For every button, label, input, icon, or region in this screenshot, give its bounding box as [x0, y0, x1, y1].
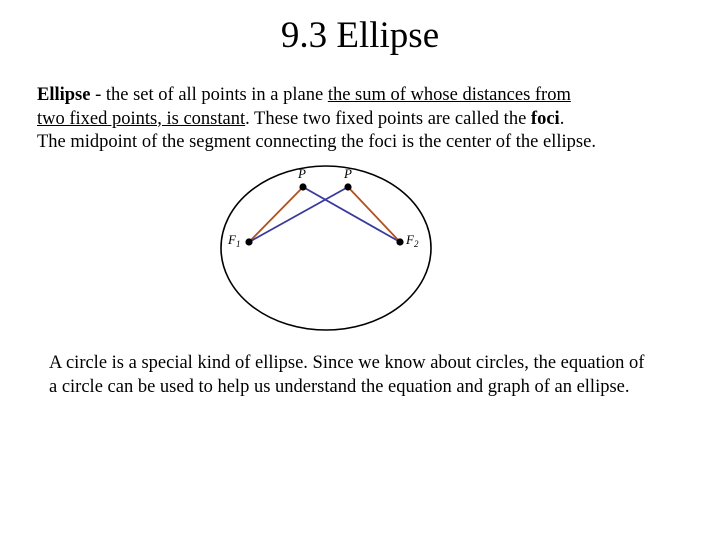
definition-line-1 — [37, 84, 707, 108]
focus-f2-label — [405, 232, 419, 249]
term-foci: foci — [530, 108, 560, 129]
focus-f1-letter: F — [228, 232, 236, 247]
point-p1-marker — [299, 183, 306, 190]
point-p1-label: P — [298, 166, 306, 181]
focus-f2-marker — [396, 238, 403, 245]
definition-line-2 — [37, 108, 707, 132]
focus-f2-subscript: 2 — [413, 239, 419, 249]
definition-end-text: . — [559, 108, 565, 129]
definition-line-3: The midpoint of the segment connecting the foci is the center of the ellipse. — [37, 132, 596, 152]
page-title: 9.3 Ellipse — [280, 15, 440, 56]
point-p2-marker — [344, 183, 351, 190]
term-ellipse: Ellipse — [37, 85, 91, 105]
segment-p2-to-f2 — [348, 187, 400, 242]
point-p2-label: P — [344, 166, 352, 181]
underlined-phrase-2: two fixed points, is constant — [37, 108, 246, 129]
segment-f1-to-p1 — [249, 187, 303, 242]
focus-f1-marker — [245, 238, 252, 245]
focus-f1-label — [227, 232, 240, 249]
segment-f1-to-p2 — [249, 187, 348, 242]
ellipse-definition — [37, 84, 707, 155]
ellipse-outline — [221, 166, 431, 330]
focus-f1-subscript: 1 — [235, 239, 241, 249]
definition-middle-text: . These two fixed points are called the — [245, 108, 531, 129]
circle-note: A circle is a special kind of ellipse. Since we know about circles, the equation of a circle can be used to help us understand the equation and graph of an ellipse. — [49, 353, 645, 397]
focus-f2-letter: F — [406, 232, 414, 247]
definition-dash-text: - the set of all points in a plane — [90, 85, 328, 105]
segment-p1-to-f2 — [303, 187, 400, 242]
underlined-phrase-1: the sum of whose distances from — [327, 85, 571, 105]
